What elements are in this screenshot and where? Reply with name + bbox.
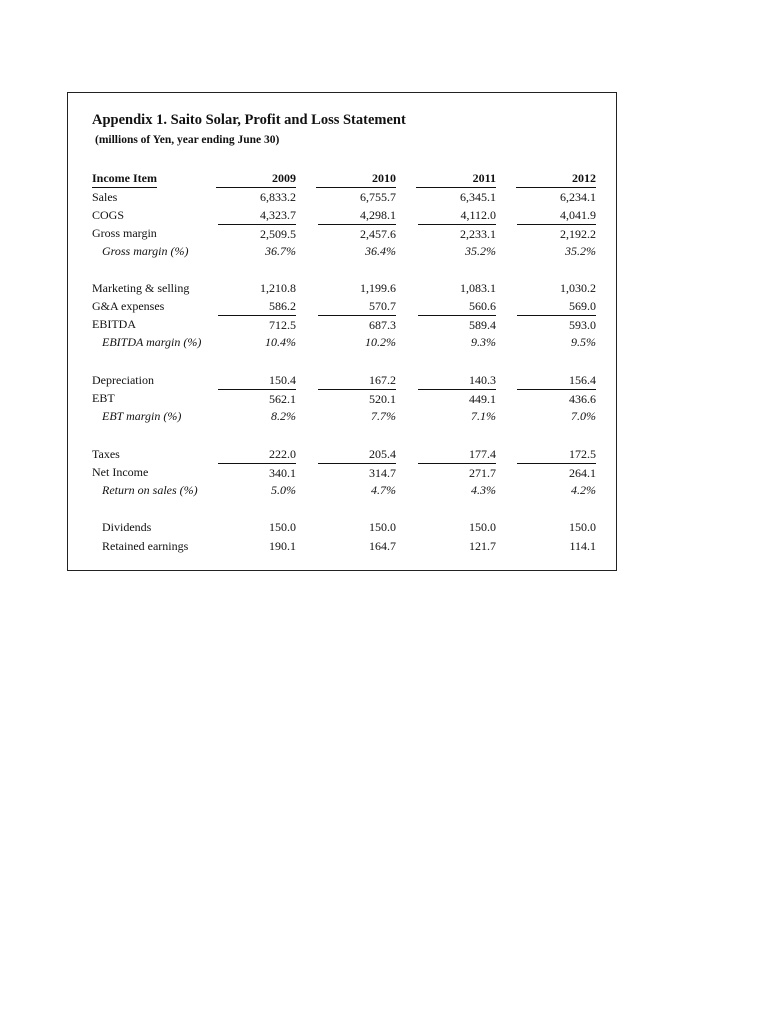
row-value-2012: 264.1: [517, 463, 596, 481]
table-row-gross-margin-pct: [68, 242, 618, 260]
row-label: G&A expenses: [92, 299, 165, 313]
row-value-2010: 6,755.7: [360, 190, 396, 204]
row-label: Retained earnings: [102, 539, 189, 553]
row-value-2012: 35.2%: [565, 244, 596, 258]
row-value-2011: 150.0: [469, 520, 496, 534]
row-value-2010: 687.3: [318, 315, 396, 333]
row-value-2009: 8.2%: [271, 409, 296, 423]
statement-subtitle: (millions of Yen, year ending June 30): [95, 134, 280, 146]
row-value-2009: 190.1: [269, 539, 296, 553]
row-value-2011: 6,345.1: [460, 190, 496, 204]
header-year-2012: 2012: [516, 170, 596, 188]
row-value-2012: 436.6: [517, 389, 596, 407]
row-value-2012: 7.0%: [571, 409, 596, 423]
row-value-2012: 114.1: [569, 539, 596, 553]
row-value-2012: 4,041.9: [560, 208, 596, 222]
row-value-2010: 4,298.1: [360, 208, 396, 222]
row-value-2012: 2,192.2: [517, 224, 596, 242]
row-value-2009: 562.1: [218, 389, 296, 407]
row-label: EBT margin (%): [102, 409, 182, 423]
row-label: Taxes: [92, 447, 120, 461]
table-row-retained-earnings: [68, 537, 618, 555]
row-label: Gross margin: [92, 226, 157, 240]
row-value-2012: 1,030.2: [560, 281, 596, 295]
row-label: Dividends: [102, 520, 152, 534]
row-label: Depreciation: [92, 373, 154, 387]
row-label: COGS: [92, 208, 125, 222]
row-label: Return on sales (%): [102, 483, 198, 497]
row-value-2010: 150.0: [369, 520, 396, 534]
row-label: Sales: [92, 190, 118, 204]
row-value-2009: 150.4: [269, 373, 296, 387]
table-header-row: [68, 170, 618, 188]
row-value-2011: 9.3%: [471, 335, 496, 349]
table-row-cogs: [68, 206, 618, 224]
row-value-2009: 6,833.2: [260, 190, 296, 204]
table-row-gross-margin: [68, 224, 618, 242]
pl-statement-panel: [67, 92, 617, 571]
row-value-2009: 10.4%: [265, 335, 296, 349]
table-row-ebt-margin-pct: [68, 407, 618, 425]
row-value-2009: 340.1: [218, 463, 296, 481]
row-value-2009: 36.7%: [265, 244, 296, 258]
row-value-2012: 569.0: [569, 299, 596, 313]
row-value-2009: 150.0: [269, 520, 296, 534]
row-value-2010: 570.7: [369, 299, 396, 313]
row-value-2012: 593.0: [517, 315, 596, 333]
row-value-2010: 520.1: [318, 389, 396, 407]
row-label: Gross margin (%): [102, 244, 189, 258]
header-year-2009: 2009: [216, 170, 296, 188]
row-value-2011: 2,233.1: [418, 224, 496, 242]
row-label: EBITDA: [92, 317, 136, 331]
row-value-2012: 4.2%: [571, 483, 596, 497]
row-value-2011: 4.3%: [471, 483, 496, 497]
row-value-2009: 712.5: [218, 315, 296, 333]
row-value-2011: 1,083.1: [460, 281, 496, 295]
table-row-net-income: [68, 463, 618, 481]
row-value-2011: 560.6: [469, 299, 496, 313]
row-label: Marketing & selling: [92, 281, 190, 295]
row-label: EBITDA margin (%): [102, 335, 202, 349]
table-row-dividends: [68, 518, 618, 536]
row-value-2011: 4,112.0: [460, 208, 496, 222]
row-value-2011: 121.7: [469, 539, 496, 553]
row-value-2011: 177.4: [469, 447, 496, 461]
row-value-2010: 1,199.6: [360, 281, 396, 295]
row-value-2012: 172.5: [569, 447, 596, 461]
row-value-2010: 205.4: [369, 447, 396, 461]
row-value-2009: 4,323.7: [260, 208, 296, 222]
row-value-2010: 36.4%: [365, 244, 396, 258]
row-value-2012: 150.0: [569, 520, 596, 534]
table-row-marketing-selling: [68, 279, 618, 297]
table-row-ebitda-margin-pct: [68, 333, 618, 351]
table-row-return-on-sales-pct: [68, 481, 618, 499]
table-row-ebt: [68, 389, 618, 407]
row-value-2011: 449.1: [418, 389, 496, 407]
header-year-2011: 2011: [416, 170, 496, 188]
row-value-2011: 35.2%: [465, 244, 496, 258]
row-value-2009: 2,509.5: [218, 224, 296, 242]
header-income-item: Income Item: [92, 170, 157, 188]
row-value-2009: 1,210.8: [260, 281, 296, 295]
table-row-taxes: [68, 445, 618, 463]
row-value-2010: 164.7: [369, 539, 396, 553]
row-value-2010: 4.7%: [371, 483, 396, 497]
row-value-2010: 10.2%: [365, 335, 396, 349]
row-value-2010: 167.2: [369, 373, 396, 387]
row-value-2010: 314.7: [318, 463, 396, 481]
row-value-2010: 7.7%: [371, 409, 396, 423]
row-value-2012: 9.5%: [571, 335, 596, 349]
row-value-2011: 271.7: [418, 463, 496, 481]
row-value-2012: 6,234.1: [560, 190, 596, 204]
row-value-2010: 2,457.6: [318, 224, 396, 242]
row-value-2011: 589.4: [418, 315, 496, 333]
table-row-ebitda: [68, 315, 618, 333]
row-value-2011: 7.1%: [471, 409, 496, 423]
table-row-sales: [68, 188, 618, 206]
row-value-2012: 156.4: [569, 373, 596, 387]
row-value-2009: 5.0%: [271, 483, 296, 497]
header-year-2010: 2010: [316, 170, 396, 188]
row-value-2009: 222.0: [269, 447, 296, 461]
table-row-ga-expenses: [68, 297, 618, 315]
row-value-2011: 140.3: [469, 373, 496, 387]
table-row-depreciation: [68, 371, 618, 389]
row-label: Net Income: [92, 465, 149, 479]
row-value-2009: 586.2: [269, 299, 296, 313]
statement-title: Appendix 1. Saito Solar, Profit and Loss Statement: [92, 112, 406, 128]
row-label: EBT: [92, 391, 115, 405]
